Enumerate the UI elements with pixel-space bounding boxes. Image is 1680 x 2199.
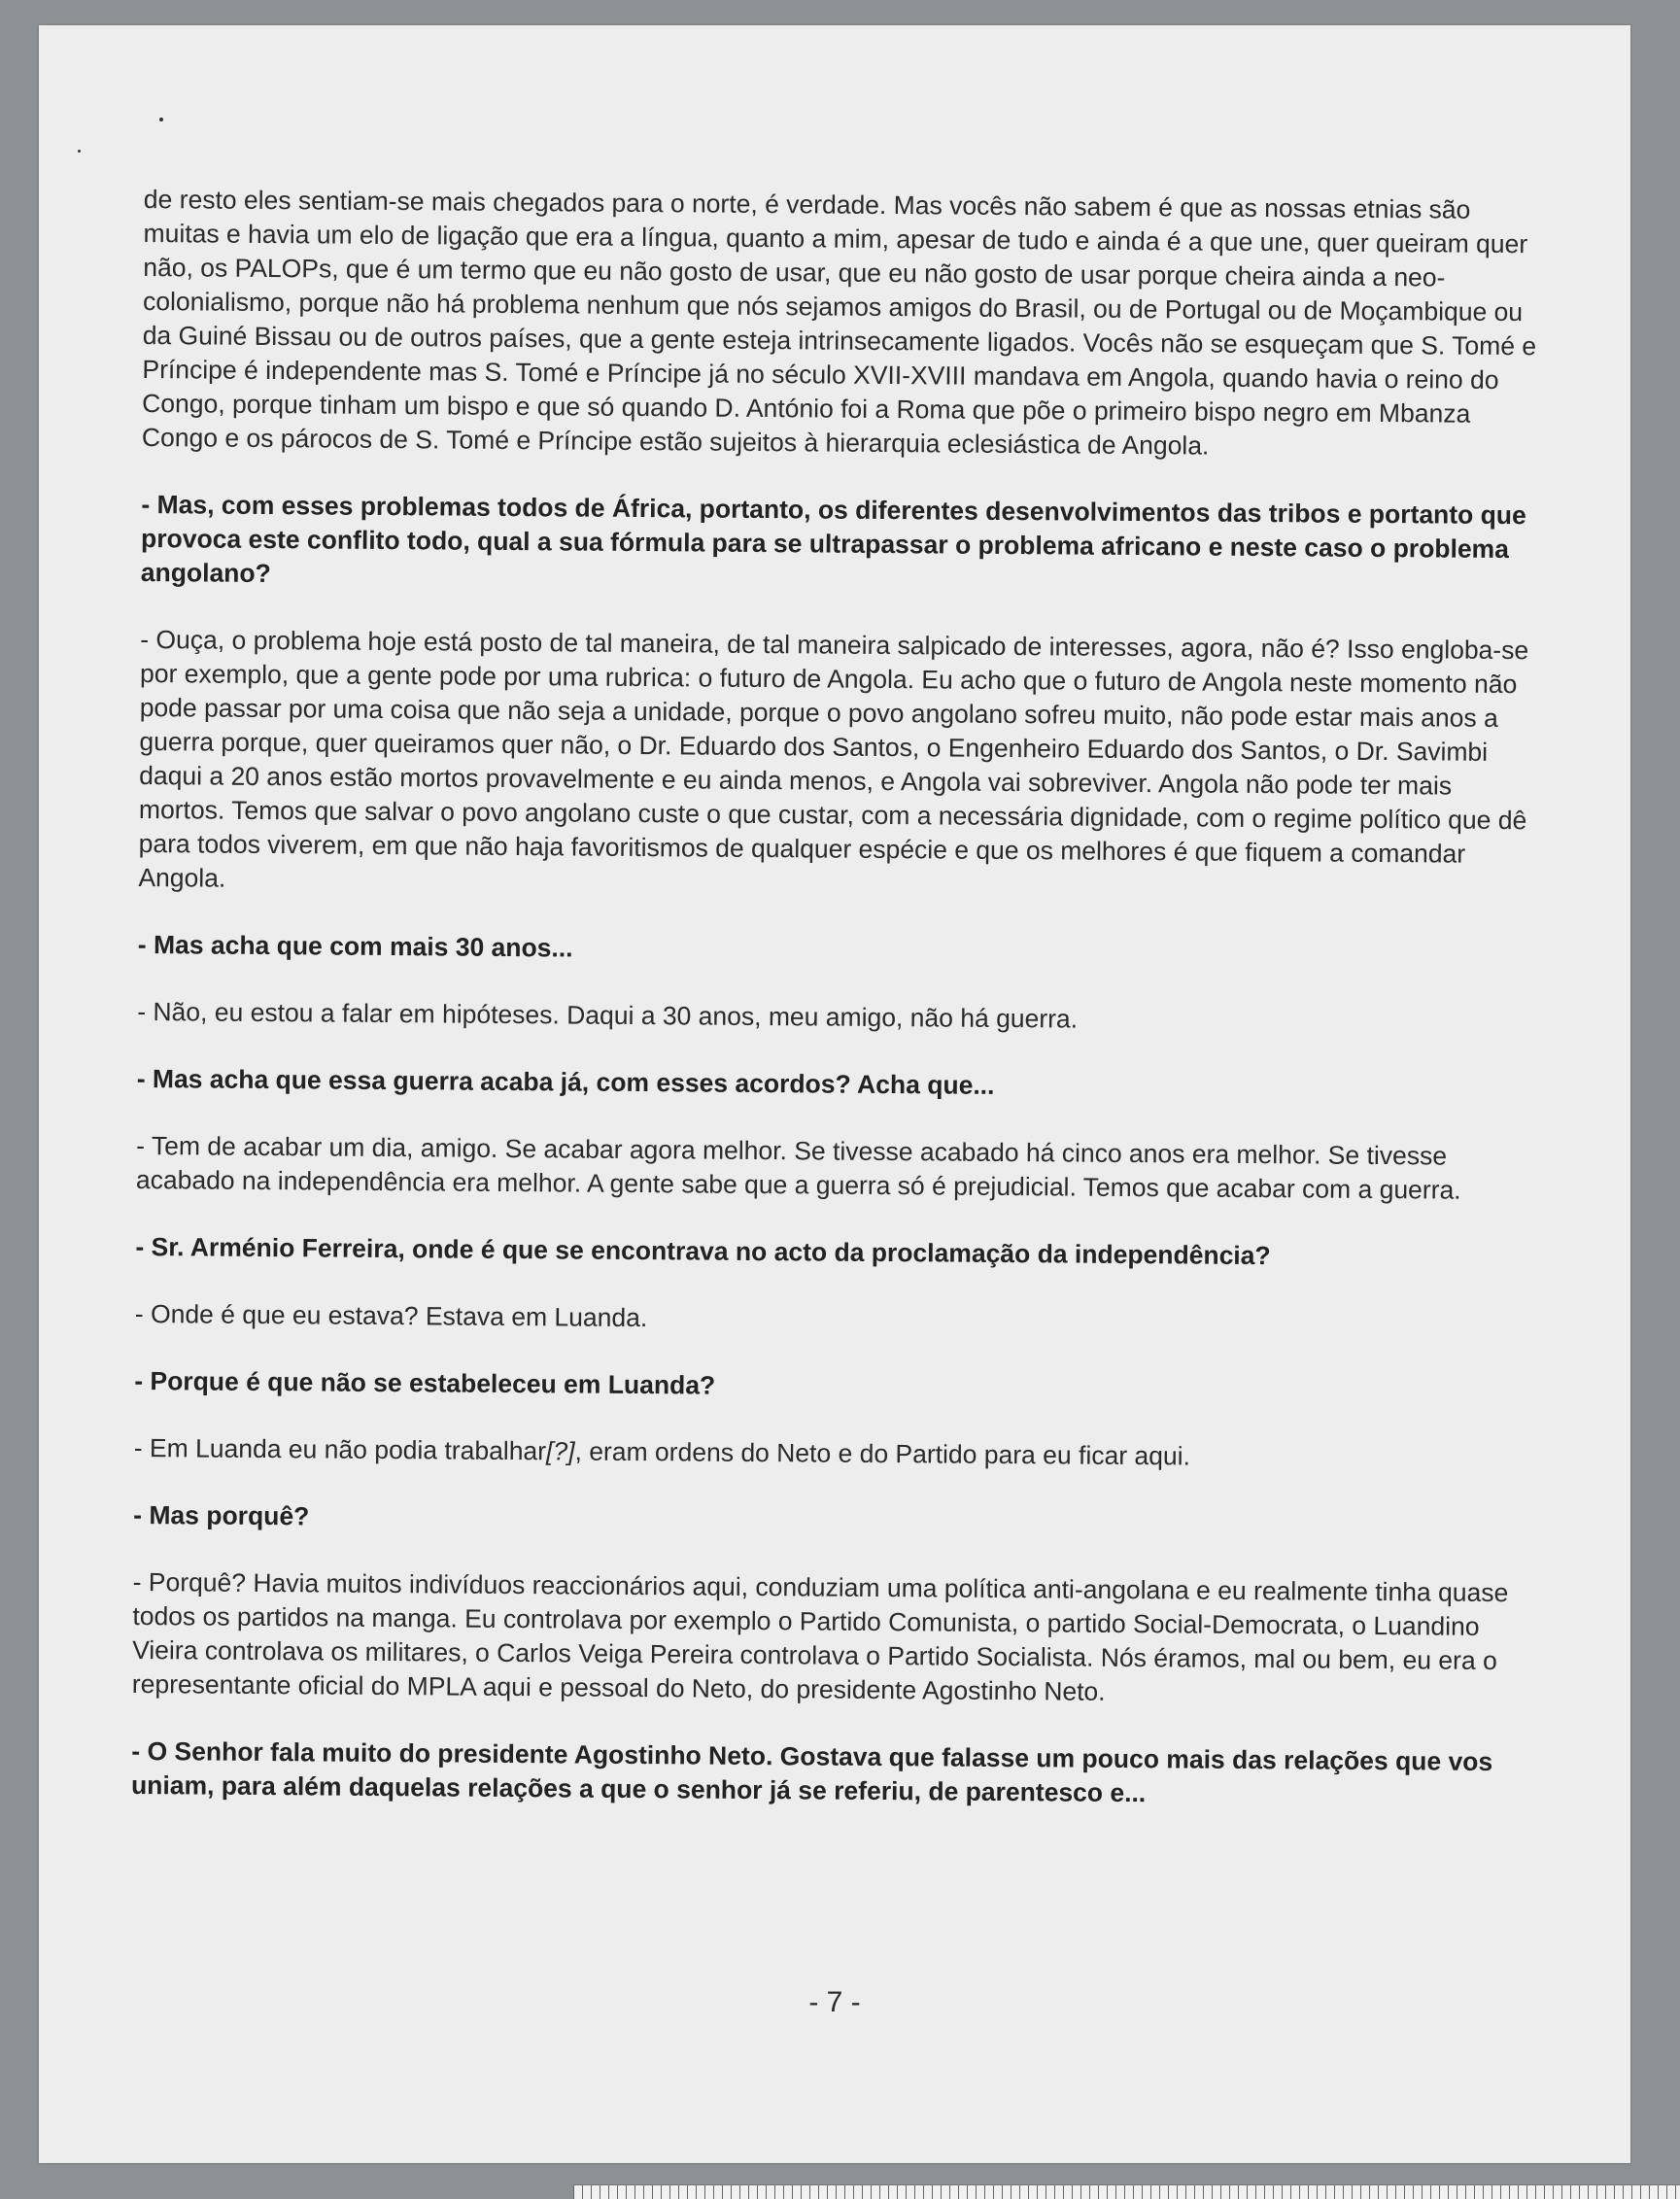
answer-paragraph: - Onde é que eu estava? Estava em Luanda. <box>134 1298 648 1333</box>
document-page <box>39 25 1630 2163</box>
answer-text: , eram ordens do Neto e do Partido para eu ficar aqui. <box>574 1436 1191 1471</box>
uncertain-word-marker: [?] <box>545 1436 575 1466</box>
transcript-body <box>131 183 1543 1846</box>
answer-text: - Em Luanda eu não podia trabalhar <box>133 1432 547 1466</box>
question-paragraph: - Sr. Arménio Ferreira, onde é que se encontrava no acto da proclamação da independência? <box>135 1231 1271 1271</box>
answer-paragraph: - Não, eu estou a falar em hipóteses. Daqui a 30 anos, meu amigo, não há guerra. <box>137 996 1079 1034</box>
question-paragraph: - Mas acha que essa guerra acaba já, com esses acordos? Acha que... <box>136 1063 995 1100</box>
answer-paragraph <box>134 1431 1533 1476</box>
question-paragraph: - Mas porquê? <box>133 1499 310 1531</box>
scan-ruler <box>573 2184 1680 2199</box>
question-paragraph: - Mas, com esses problemas todos de África, portanto, os diferentes desenvolvimentos das tribos e portanto que provoca este conflito todo, qual a sua fórmula para se ultrapassar o problema africano e neste caso o problema angolano? <box>140 489 1526 589</box>
question-paragraph: - Porque é que não se estabeleceu em Luanda? <box>134 1365 716 1400</box>
answer-paragraph: - Porquê? Havia muitos indivíduos reaccionários aqui, conduziam uma política anti-angolana e eu realmente tinha quase todos os partidos na manga. Eu controlava por exemplo o Partido Comunista, o partido Social-Democrata, o Luandino Vieira controlava os militares, o Carlos Veiga Pereira controlava o Partido Socialista. Nós éramos, mal ou bem, eu era o representante oficial do MPLA aqui e pessoal do Neto, do presidente Agostinho Neto. <box>131 1566 1509 1706</box>
answer-paragraph: - Ouça, o problema hoje está posto de tal maneira, de tal maneira salpicado de interesses, agora, não é? Isso engloba-se por exemplo, que a gente pode por uma rubrica: o futuro de Angola. Eu acho que o futuro de Angola neste momento não pode passar por uma coisa que não seja a unidade, porque o povo angolano sofreu muito, não pode estar mais anos a guerra porque, quer queiramos quer não, o Dr. Eduardo dos Santos, o Engenheiro Eduardo dos Santos, o Dr. Savimbi daqui a 20 anos estão mortos provavelmente e eu ainda menos, e Angola vai sobreviver. Angola não pode ter mais mortos. Temos que salvar o povo angolano custe o que custar, com a necessária dignidade, com o regime político que dê para todos viverem, em que não haja favoritismos de qualquer espécie e que os melhores é que fiquem a comandar Angola. <box>138 624 1529 893</box>
page-number: - 7 - <box>808 1986 861 2018</box>
scan-speck <box>159 118 163 121</box>
answer-paragraph: de resto eles sentiam-se mais chegados para o norte, é verdade. Mas vocês não sabem é que as nossas etnias são muitas e havia um elo de ligação que era a língua, quanto a mim, apesar de tudo e ainda é a que une, quer queiram quer não, os PALOPs, que é um termo que eu não gosto de usar, que eu não gosto de usar porque cheira ainda a neo-colonialismo, porque não há problema nenhum que nós sejamos amigos do Brasil, ou de Portugal ou de Moçambique ou da Guiné Bissau ou de outros países, que a gente esteja intrinsecamente ligados. Vocês não se esqueçam que S. Tomé e Príncipe é independente mas S. Tomé e Príncipe já no século XVII-XVIII mandava em Angola, quando havia o reino do Congo, porque tinham um bispo e que só quando D. António foi a Roma que põe o primeiro bispo negro em Mbanza Congo e os párocos de S. Tomé e Príncipe estão sujeitos à hierarquia eclesiástica de Angola. <box>141 184 1537 461</box>
question-paragraph: - Mas acha que com mais 30 anos... <box>137 929 573 963</box>
scan-speck <box>78 150 81 153</box>
question-paragraph: - O Senhor fala muito do presidente Agostinho Neto. Gostava que falasse um pouco mais das relações que vos uniam, para além daquelas relações a que o senhor já se referiu, de parentesco e... <box>130 1735 1493 1808</box>
answer-paragraph: - Tem de acabar um dia, amigo. Se acabar agora melhor. Se tivesse acabado há cinco anos era melhor. Se tivesse acabado na independência era melhor. A gente sabe que a guerra só é prejudicial. Temos que acabar com a guerra. <box>135 1130 1461 1205</box>
